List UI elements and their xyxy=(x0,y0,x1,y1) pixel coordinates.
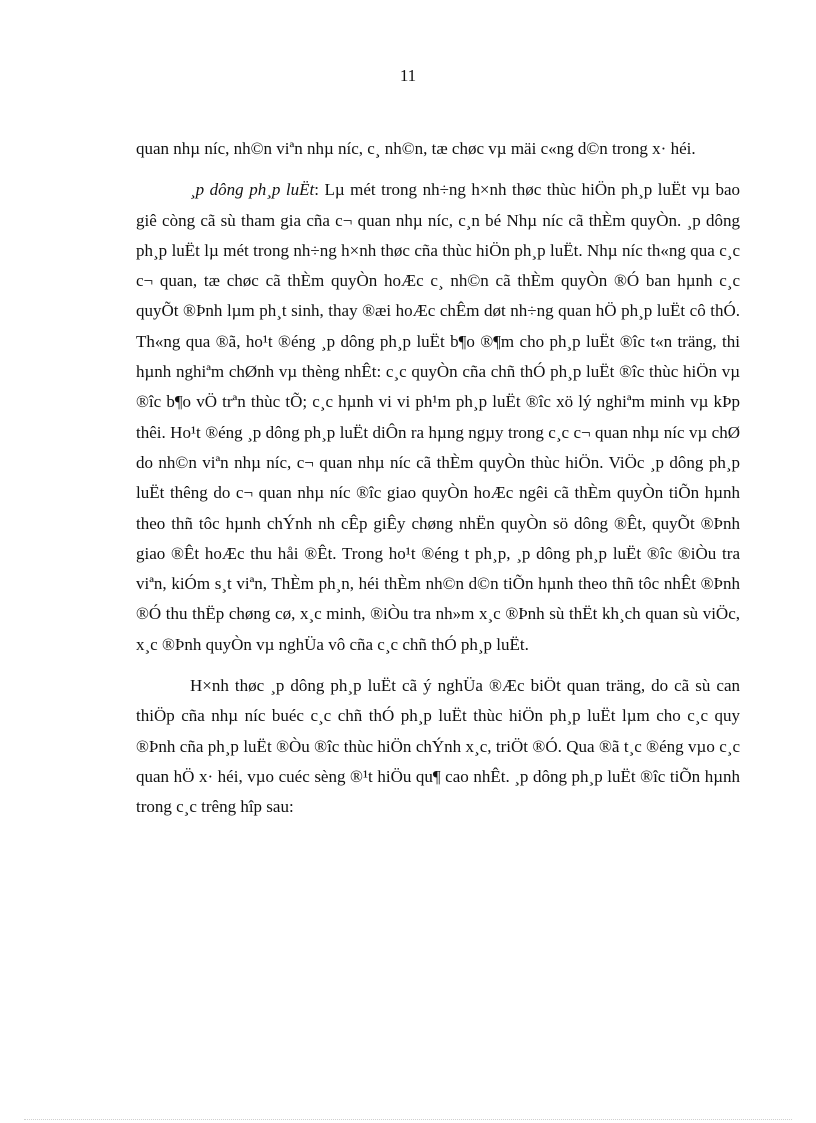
paragraph-1 xyxy=(136,134,740,164)
paragraph-2-lead-term: ¸p dông ph¸p luËt xyxy=(190,180,315,200)
paragraph-1-text: quan nhµ níc, nh©n viªn nhµ níc, c¸ nh©n, tæ chøc vµ mäi c«ng d©n trong x· héi. xyxy=(136,139,696,158)
page-number: 11 xyxy=(399,66,417,85)
document-body xyxy=(136,134,740,834)
paragraph-3-text: H×nh thøc ¸p dông ph¸p luËt cã ý nghÜa ®Æc biÖt quan träng, do cã sù can thiÖp cña nhµ níc buéc c¸c chñ thÓ ph¸p luËt thùc hiÖn ph¸p luËt lµm cho c¸c quy ®Þnh cña ph¸p luËt ®Òu ®îc thùc hiÖn chÝnh x¸c, triÖt ®Ó. Qua ®ã t¸c ®éng vµo c¸c quan hÖ x· héi, vµo cuéc sèng ®¹t hiÖu qu¶ cao nhÊt. ¸p dông ph¸p luËt ®îc tiÕn hµnh trong c¸c trêng hîp sau: xyxy=(136,676,740,817)
page-bottom-divider xyxy=(24,1119,792,1120)
paragraph-3 xyxy=(136,671,740,822)
paragraph-2-text: : Lµ mét trong nh÷ng h×nh thøc thùc hiÖn ph¸p luËt vµ bao giê còng cã sù tham gia cña c¬ quan nhµ níc, c¸n bé Nhµ níc cã thÈm quyÒn. ¸p dông ph¸p luËt lµ mét trong nh÷ng h×nh thøc cña thùc hiÖn ph¸p luËt. Nhµ níc th«ng qua c¸c c¬ quan, tæ chøc cã thÈm quyÒn hoÆc c¸ nh©n cã thÈm quyÒn ®Ó ban hµnh c¸c quyÕt ®Þnh lµm ph¸t sinh, thay ®æi hoÆc chÊm døt nh÷ng quan hÖ ph¸p luËt cô thÓ. Th«ng qua ®ã, ho¹t ®éng ¸p dông ph¸p luËt b¶o ®¶m cho ph¸p luËt ®îc t«n träng, thi hµnh nghiªm chØnh vµ thèng nhÊt: c¸c quyÒn cña chñ thÓ ph¸p luËt ®îc thùc hiÖn vµ ®îc b¶o vÖ trªn thùc tÕ; c¸c hµnh vi vi ph¹m ph¸p luËt ®îc xö lý nghiªm minh vµ kÞp thêi. Ho¹t ®éng ¸p dông ph¸p luËt diÔn ra hµng ngµy trong c¸c c¬ quan nhµ níc vµ chØ do nh©n viªn nhµ níc, c¬ quan nhµ níc cã thÈm quyÒn thùc hiÖn. ViÖc ¸p dông ph¸p luËt thêng do c¬ quan nhµ níc ®îc giao quyÒn hoÆc ngêi cã thÈm quyÒn tiÕn hµnh theo thñ tôc hµnh chÝnh nh cÊp giÊy chøng nhËn quyÒn sö dông ®Êt, quyÕt ®Þnh giao ®Êt hoÆc thu håi ®Êt. Trong ho¹t ®éng t ph¸p, ¸p dông ph¸p luËt ®îc ®iÒu tra viªn, kiÓm s¸t viªn, ThÈm ph¸n, héi thÈm nh©n d©n tiÕn hµnh theo thñ tôc nhÊt ®Þnh ®Ó thu thËp chøng cø, x¸c minh, ®iÒu tra nh»m x¸c ®Þnh sù thËt kh¸ch quan sù viÖc, x¸c ®Þnh quyÒn vµ nghÜa vô cña c¸c chñ thÓ ph¸p luËt. xyxy=(136,180,740,654)
paragraph-2 xyxy=(136,175,740,660)
